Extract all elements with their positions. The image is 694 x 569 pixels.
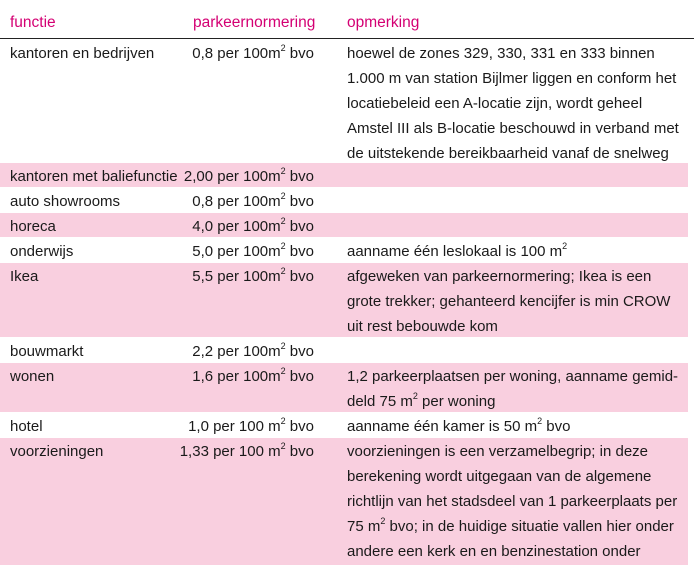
table-row [0, 338, 688, 362]
table-row [0, 438, 688, 565]
cell-norm: 0,8 per $100m^2$ bvo [192, 191, 314, 210]
table-row [0, 263, 688, 337]
table-row [0, 213, 688, 237]
table-row [0, 40, 688, 162]
cell-functie: horeca [10, 218, 56, 235]
table-row [0, 413, 688, 437]
cell-functie: Ikea [10, 268, 39, 285]
cell-opmerking: hoewel de zones 329, 330, 331 en 333 binnen 1.000 m van station Bijlmer liggen en conform het locatiebeleid een A-locatie zijn, wordt geheel Amstel III als B-locatie beschouwd in verband met de uitstekende bereikbaarheid vanaf de snelweg [347, 45, 679, 162]
cell-norm: 0,8 per $100m^2$ bvo [192, 43, 314, 62]
cell-norm: 2,00 per $100m^2$ bvo [183, 166, 314, 185]
cell-norm: 1,33 per 100 $m^2$ bvo [179, 441, 314, 460]
cell-opmerking: afgeweken van parkeernormering; Ikea is een grote trekker; gehanteerd kencijfer is min CROW uit rest bebouwde kom [347, 268, 671, 335]
cell-functie: voorzieningen [10, 443, 104, 460]
table-row [0, 163, 688, 188]
table-row [0, 188, 688, 212]
cell-functie: kantoren met baliefunctie [10, 168, 178, 185]
cell-functie: auto showrooms [10, 193, 121, 210]
cell-opmerking: voorzieningen is een verzamelbegrip; in deze berekening wordt uitgegaan van de algemene richtlijn van het stadsdeel van 1 parkeerplaats per 75 $m^2$ bvo; in de huidige situatie vallen hier onder andere een kerk en en benzinestation onder [347, 443, 678, 560]
header-functie: functie [10, 14, 56, 31]
header-opmerking: opmerking [347, 14, 420, 31]
table-row [0, 238, 688, 262]
cell-opmerking: 1,2 parkeerplaatsen per woning, aanname gemid- deld 75 $m^2$ per woning [347, 368, 679, 410]
table-row [0, 363, 688, 412]
cell-norm: 1,6 per $100m^2$ bvo [192, 366, 314, 385]
cell-opmerking: aanname één kamer is 50 $m^2$ bvo [347, 416, 571, 435]
cell-functie: wonen [10, 368, 55, 385]
table-header [0, 0, 694, 39]
cell-norm: 4,0 per $100m^2$ bvo [192, 216, 314, 235]
cell-opmerking: aanname één leslokaal is 100 $m^2$ [347, 241, 568, 260]
cell-functie: kantoren en bedrijven [10, 45, 155, 62]
cell-norm: 2,2 per $100m^2$ bvo [192, 341, 314, 360]
cell-functie: hotel [10, 418, 43, 435]
cell-functie: onderwijs [10, 243, 74, 260]
cell-norm: 5,5 per $100m^2$ bvo [192, 266, 314, 285]
cell-norm: 1,0 per 100 $m^2$ bvo [188, 416, 314, 435]
header-parkeernormering: parkeernormering [193, 14, 316, 31]
cell-norm: 5,0 per $100m^2$ bvo [192, 241, 314, 260]
cell-functie: bouwmarkt [10, 343, 84, 360]
